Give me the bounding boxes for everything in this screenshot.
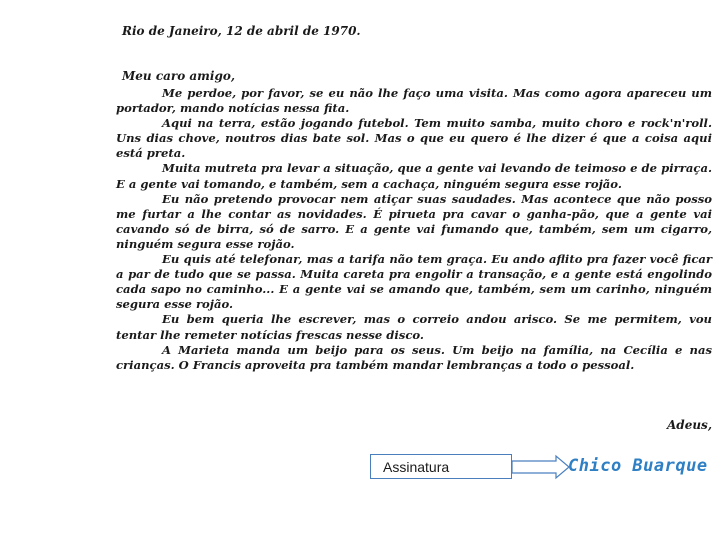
letter-date: Rio de Janeiro, 12 de abril de 1970. <box>122 24 361 38</box>
signature-label-box <box>370 454 512 479</box>
letter-paragraph-6: Eu bem queria lhe escrever, mas o correio andou arisco. Se me permitem, vou tentar lhe remeter notícias frescas nesse disco. <box>116 312 712 342</box>
letter-greeting: Meu caro amigo, <box>122 69 236 83</box>
letter-paragraph-5: Eu quis até telefonar, mas a tarifa não tem graça. Eu ando aflito pra fazer você ficar a par de tudo que se passa. Muita careta pra engolir a transação, e a gente está engolindo cada sapo no caminho... E a gente vai se amando que, também, sem um carinho, ninguém segura esse rojão. <box>116 252 712 312</box>
letter-paragraph-7: A Marieta manda um beijo para os seus. Um beijo na família, na Cecília e nas crianças. O Francis aproveita pra também mandar lembranças a todo o pessoal. <box>116 342 712 372</box>
signature-name: Chico Buarque <box>568 456 708 476</box>
letter-closing: Adeus, <box>667 418 712 432</box>
letter-paragraph-2: Aqui na terra, estão jogando futebol. Tem muito samba, muito choro e rock'n'roll. Uns dias chove, noutros dias bate sol. Mas o que eu quero é lhe dizer é que a coisa aqui está preta. <box>116 116 712 161</box>
letter-paragraph-4: Eu não pretendo provocar nem atiçar suas saudades. Mas acontece que não posso me furtar a lhe contar as novidades. É pirueta pra cavar o ganha-pão, que a gente vai cavando só de birra, só de sarro. E a gente vai fumando que, também, sem um cigarro, ninguém segura esse rojão. <box>116 191 712 251</box>
letter-paragraph-3: Muita mutreta pra levar a situação, que a gente vai levando de teimoso e de pirraça. E a gente vai tomando, e também, sem a cachaça, ninguém segura esse rojão. <box>116 161 712 191</box>
signature-label: Assinatura <box>383 458 450 475</box>
arrow-right-icon <box>512 452 570 482</box>
letter-body <box>116 86 712 373</box>
letter-paragraph-1: Me perdoe, por favor, se eu não lhe faço uma visita. Mas como agora apareceu um portador, mando notícias nessa fita. <box>116 86 712 116</box>
